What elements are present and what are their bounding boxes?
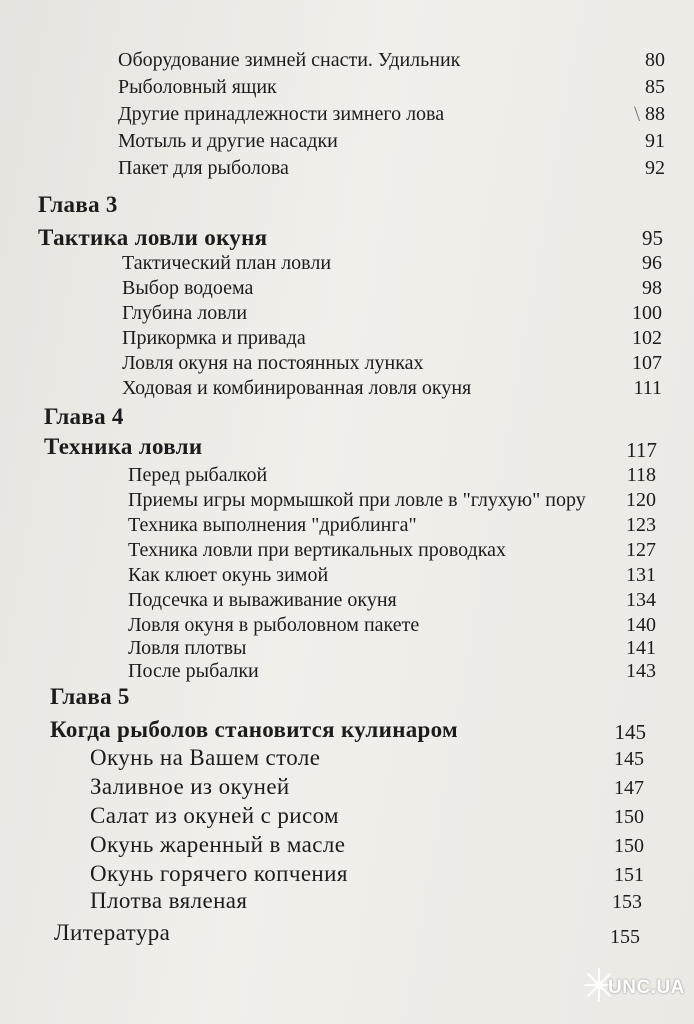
toc-section-title: Как клюет окунь зимой (128, 564, 329, 586)
toc-section-page: 150 (614, 806, 644, 828)
chapter-label: Глава 4 (44, 404, 124, 429)
toc-section-title: Техника выполнения "дриблинга" (128, 514, 417, 536)
toc-section-page: 98 (642, 277, 662, 299)
literature-page: 155 (610, 926, 640, 948)
watermark-text: UNC.UA (608, 977, 685, 998)
toc-section-page: 102 (632, 327, 662, 349)
toc-section-title: Выбор водоема (122, 277, 254, 299)
toc-section-page: 151 (614, 864, 644, 886)
watermark (582, 965, 690, 1005)
toc-section-title: Ходовая и комбинированная ловля окуня (122, 377, 472, 399)
toc-section-page: 96 (642, 252, 662, 274)
toc-section-title: Техника ловли при вертикальных проводках (128, 539, 507, 561)
toc-section-page: 141 (626, 637, 656, 659)
toc-entry-page: 85 (645, 76, 665, 98)
toc-section-title: Заливное из окуней (90, 774, 290, 799)
toc-entry-page: 80 (645, 49, 665, 71)
toc-section-title: Ловля окуня на постоянных лунках (122, 352, 424, 374)
chapter-title: Техника ловли (44, 434, 203, 459)
chapter-title: Когда рыболов становится кулинаром (50, 717, 458, 742)
chapter-label: Глава 5 (50, 684, 130, 709)
toc-section-title: Окунь горячего копчения (90, 861, 348, 886)
toc-section-title: Плотва вяленая (90, 888, 248, 913)
toc-section-title: Окунь на Вашем столе (90, 745, 321, 770)
chapter-page: 145 (614, 720, 646, 744)
toc-section-page: 107 (632, 352, 662, 374)
toc-entry-title: Рыболовный ящик (118, 76, 277, 98)
toc-section-page: 131 (626, 564, 656, 586)
toc-section-title: Глубина ловли (122, 302, 248, 324)
toc-section-page: 100 (632, 302, 662, 324)
toc-entry-page: 91 (645, 130, 665, 152)
toc-entry-page: 88 (645, 103, 665, 125)
toc-entry-title: Пакет для рыболова (118, 157, 289, 179)
toc-section-title: Приемы игры мормышкой при ловле в "глухую" пору (128, 489, 586, 511)
toc-section-page: 120 (626, 489, 656, 511)
toc-section-page: 134 (626, 589, 656, 611)
toc-section-title: Окунь жаренный в масле (90, 832, 346, 857)
toc-section-title: Салат из окуней с рисом (90, 803, 340, 828)
toc-section-page: 140 (626, 614, 656, 636)
toc-section-page: 118 (626, 464, 656, 486)
toc-section-page: 127 (626, 539, 656, 561)
chapter-page: 95 (642, 226, 663, 250)
toc-section-title: Прикормка и привада (122, 327, 306, 349)
literature-title: Литература (54, 920, 171, 945)
toc-section-title: Перед рыбалкой (128, 464, 268, 486)
toc-entry-page: 92 (645, 157, 665, 179)
toc-section-title: Подсечка и вываживание окуня (128, 589, 397, 611)
toc-section-title: После рыбалки (128, 660, 259, 682)
toc-entry-title: Мотыль и другие насадки (118, 130, 338, 152)
toc-entry-title: Другие принадлежности зимнего лова (118, 103, 445, 125)
chapter-title: Тактика ловли окуня (38, 225, 268, 250)
toc-section-page: 153 (612, 891, 642, 913)
toc-section-page: 143 (626, 660, 656, 682)
toc-section-title: Ловля плотвы (128, 637, 247, 659)
stray-mark: \ (634, 101, 641, 126)
toc-section-page: 123 (626, 514, 656, 536)
toc-section-title: Ловля окуня в рыболовном пакете (128, 614, 420, 636)
toc-section-page: 145 (614, 748, 644, 770)
toc-section-page: 147 (614, 777, 644, 799)
toc-section-page: 150 (614, 835, 644, 857)
toc-section-page: 111 (633, 377, 662, 399)
toc-section-title: Тактический план ловли (122, 252, 332, 274)
chapter-label: Глава 3 (38, 192, 118, 217)
toc-entry-title: Оборудование зимней снасти. Удильник (118, 49, 461, 71)
chapter-page: 117 (626, 438, 657, 462)
